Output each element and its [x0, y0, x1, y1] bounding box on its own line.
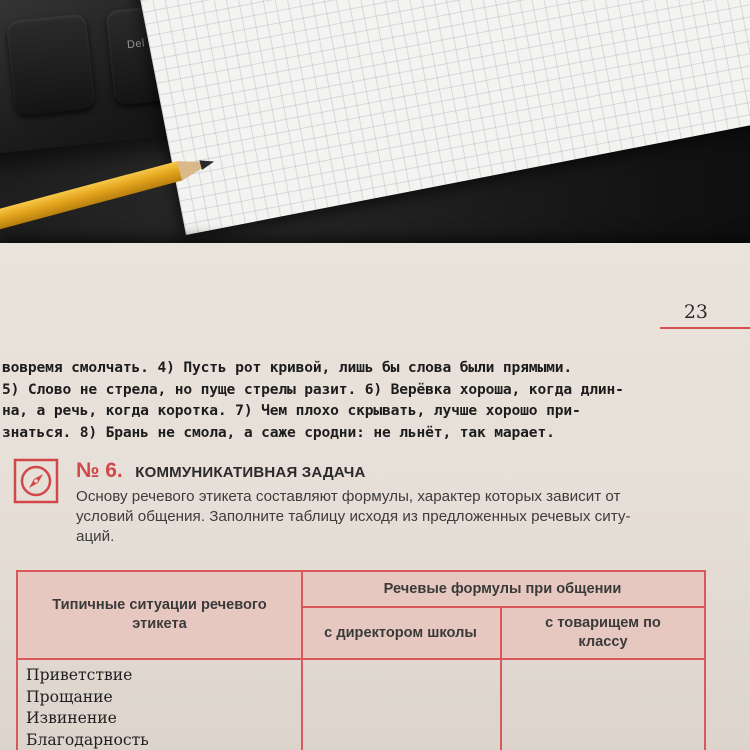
table-row-labels: [26, 665, 149, 750]
table-row-label: Прощание: [26, 687, 113, 706]
prose-line: на, а речь, когда коротка. 7) Чем плохо скрывать, лучше хорошо при-: [2, 402, 581, 419]
task-heading: [76, 459, 366, 483]
graph-paper-sheet: [134, 0, 750, 235]
compass-icon: [12, 457, 60, 505]
speech-formulas-table: [16, 570, 706, 750]
col-situation-header-line: этикета: [132, 616, 187, 632]
del-key-label: Del: [126, 37, 146, 52]
page-number-rule: [660, 327, 750, 329]
task-line: аций.: [76, 528, 115, 545]
pencil-body: [0, 161, 184, 232]
col-situation-header-line: Типичные ситуации речевого: [52, 597, 267, 613]
group-header: Речевые формулы при общении: [383, 581, 622, 597]
col-classmate-header-line: с товарищем по: [545, 615, 661, 631]
textbook-page: [0, 243, 750, 750]
task-instructions: [76, 487, 708, 547]
col-director-header: с директором школы: [324, 625, 477, 641]
keyboard-key: [6, 13, 95, 116]
prose-line: знаться. 8) Брань не смола, а саже сродни: не льнёт, так марает.: [2, 423, 555, 441]
col-classmate-header-line: классу: [578, 634, 628, 650]
prose-line: 5) Слово не стрела, но пуще стрелы разит. 6) Верёвка хороша, когда длин-: [2, 380, 624, 398]
proverbs-paragraph: [2, 357, 710, 443]
table-divider: [301, 606, 704, 608]
col-situation-header: [18, 596, 301, 634]
table-divider: [18, 658, 704, 660]
table-row-label: Благодарность: [26, 730, 149, 749]
task-line: условий общения. Заполните таблицу исходя из предложенных речевых ситу-: [76, 508, 631, 525]
col-classmate-header: [502, 614, 704, 652]
task-line: Основу речевого этикета составляют формулы, характер которых зависит от: [76, 488, 621, 505]
prose-line: вовремя смолчать. 4) Пусть рот кривой, лишь бы слова были прямыми.: [2, 359, 572, 376]
table-row-label: Приветствие: [26, 666, 133, 684]
page-number: 23: [683, 301, 708, 323]
task-number: № 6.: [76, 459, 123, 482]
task-title: КОММУНИКАТИВНАЯ ЗАДАЧА: [135, 464, 366, 481]
table-row-label: Извинение: [26, 709, 117, 727]
